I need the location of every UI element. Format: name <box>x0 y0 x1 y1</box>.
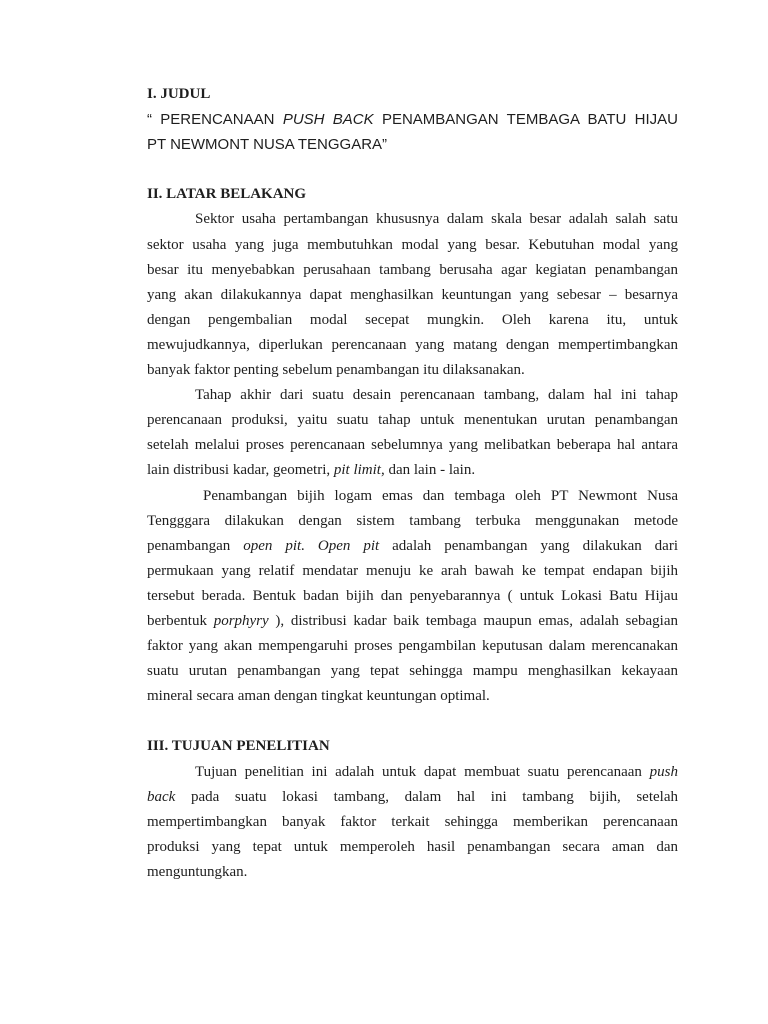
section-heading: I. JUDUL <box>147 86 211 102</box>
line-text: yang akan dilakukannya dapat menghasilkan keuntungan yang sebesar – besarnya <box>147 286 678 303</box>
text-line <box>147 584 678 609</box>
text-line <box>147 458 678 483</box>
section-heading: III. TUJUAN PENELITIAN <box>147 738 330 755</box>
section-latar-belakang <box>147 182 678 709</box>
text-line <box>147 408 678 433</box>
line-text: sektor usaha yang juga membutuhkan modal yang besar. Kebutuhan modal yang <box>147 236 678 253</box>
line-text: produksi yang tepat untuk memperoleh hasil penambangan secara aman dan <box>147 838 678 855</box>
paragraph <box>147 383 678 483</box>
text-line <box>147 785 678 810</box>
text-line <box>147 484 678 509</box>
line-text: besar itu menyebabkan perusahaan tambang berusaha agar kegiatan penambangan <box>147 261 678 278</box>
text-line <box>147 308 678 333</box>
line-text: PT NEWMONT NUSA TENGGARA” <box>147 136 388 154</box>
title-line <box>147 107 678 132</box>
text-line <box>147 559 678 584</box>
emphasis-text: push <box>649 763 679 780</box>
line-text: menguntungkan. <box>147 863 248 880</box>
emphasis-text: back <box>147 788 176 805</box>
text-line <box>147 433 678 458</box>
emphasis-text: porphyry <box>213 612 269 629</box>
line-text: lain distribusi kadar, geometri, <box>147 462 331 479</box>
emphasis-text: PUSH BACK <box>282 111 374 129</box>
text-line <box>147 258 678 283</box>
line-text: adalah penambangan yang dilakukan dari <box>392 537 678 554</box>
text-line <box>147 534 678 559</box>
line-text: permukaan yang relatif mendatar menuju ke arah bawah ke tempat endapan bijih <box>147 562 678 579</box>
title-line <box>147 132 678 157</box>
line-text: mewujudkannya, diperlukan perencanaan yang matang dengan mempertimbangkan <box>147 336 678 353</box>
line-text: faktor yang akan mempengaruhi proses pengambilan keputusan dalam merencanakan <box>147 638 678 655</box>
paragraph <box>147 207 678 383</box>
line-text: pada suatu lokasi tambang, dalam hal ini tambang bijih, setelah <box>190 788 678 805</box>
text-line <box>147 509 678 534</box>
text-line <box>147 283 678 308</box>
paragraph <box>147 484 678 710</box>
text-line <box>147 835 678 860</box>
line-text: banyak faktor penting sebelum penambangan itu dilaksanakan. <box>147 362 525 379</box>
text-line <box>147 383 678 408</box>
line-text: mineral secara aman dengan tingkat keuntungan optimal. <box>147 688 490 705</box>
line-text: ), distribusi kadar baik tembaga maupun emas, adalah sebagian <box>275 612 679 629</box>
line-text: penambangan <box>147 537 231 554</box>
line-text: suatu urutan penambangan yang tepat sehingga mampu menghasilkan kekayaan <box>147 663 678 680</box>
line-text: setelah melalui proses perencanaan sebelumnya yang melibatkan beberapa hal antara <box>147 437 678 454</box>
text-line <box>147 659 678 684</box>
text-line <box>147 634 678 659</box>
emphasis-text: pit limit <box>333 462 381 479</box>
emphasis-text: open pit. Open pit <box>243 537 380 554</box>
text-line <box>147 233 678 258</box>
text-line <box>147 333 678 358</box>
text-line <box>147 358 678 383</box>
line-text: Sektor usaha pertambangan khususnya dalam skala besar adalah salah satu <box>195 211 678 228</box>
document-title <box>147 107 678 157</box>
text-line <box>147 810 678 835</box>
text-line <box>147 860 678 885</box>
section-spacer <box>147 709 678 734</box>
section-spacer <box>147 157 678 182</box>
line-text: berbentuk <box>147 612 207 629</box>
line-text: Penambangan bijih logam emas dan tembaga oleh PT Newmont Nusa <box>203 487 678 504</box>
text-line <box>147 609 678 634</box>
line-text: tersebut berada. Bentuk badan bijih dan penyebarannya ( untuk Lokasi Batu Hijau <box>147 587 678 604</box>
line-text: dengan pengembalian modal secepat mungkin. Oleh karena itu, untuk <box>147 311 678 328</box>
line-text: , dan lain - lain. <box>380 462 476 479</box>
text-line <box>147 207 678 232</box>
line-text: Tengggara dilakukan dengan sistem tambang terbuka menggunakan metode <box>147 512 678 529</box>
line-text: Tujuan penelitian ini adalah untuk dapat membuat suatu perencanaan <box>195 763 642 780</box>
line-text: perencanaan produksi, yaitu suatu tahap untuk menentukan urutan penambangan <box>147 412 678 429</box>
line-text: Tahap akhir dari suatu desain perencanaan tambang, dalam hal ini tahap <box>195 387 678 404</box>
text-line <box>147 684 678 709</box>
line-text: mempertimbangkan banyak faktor terkait sehingga memberikan perencanaan <box>147 813 678 830</box>
paragraph <box>147 760 678 885</box>
text-line <box>147 760 678 785</box>
section-tujuan-penelitian <box>147 734 678 885</box>
section-judul <box>147 82 678 157</box>
line-text: PENAMBANGAN TEMBAGA BATU HIJAU <box>381 111 679 129</box>
section-heading: II. LATAR BELAKANG <box>147 186 307 203</box>
line-text: “ PERENCANAAN <box>147 111 275 129</box>
